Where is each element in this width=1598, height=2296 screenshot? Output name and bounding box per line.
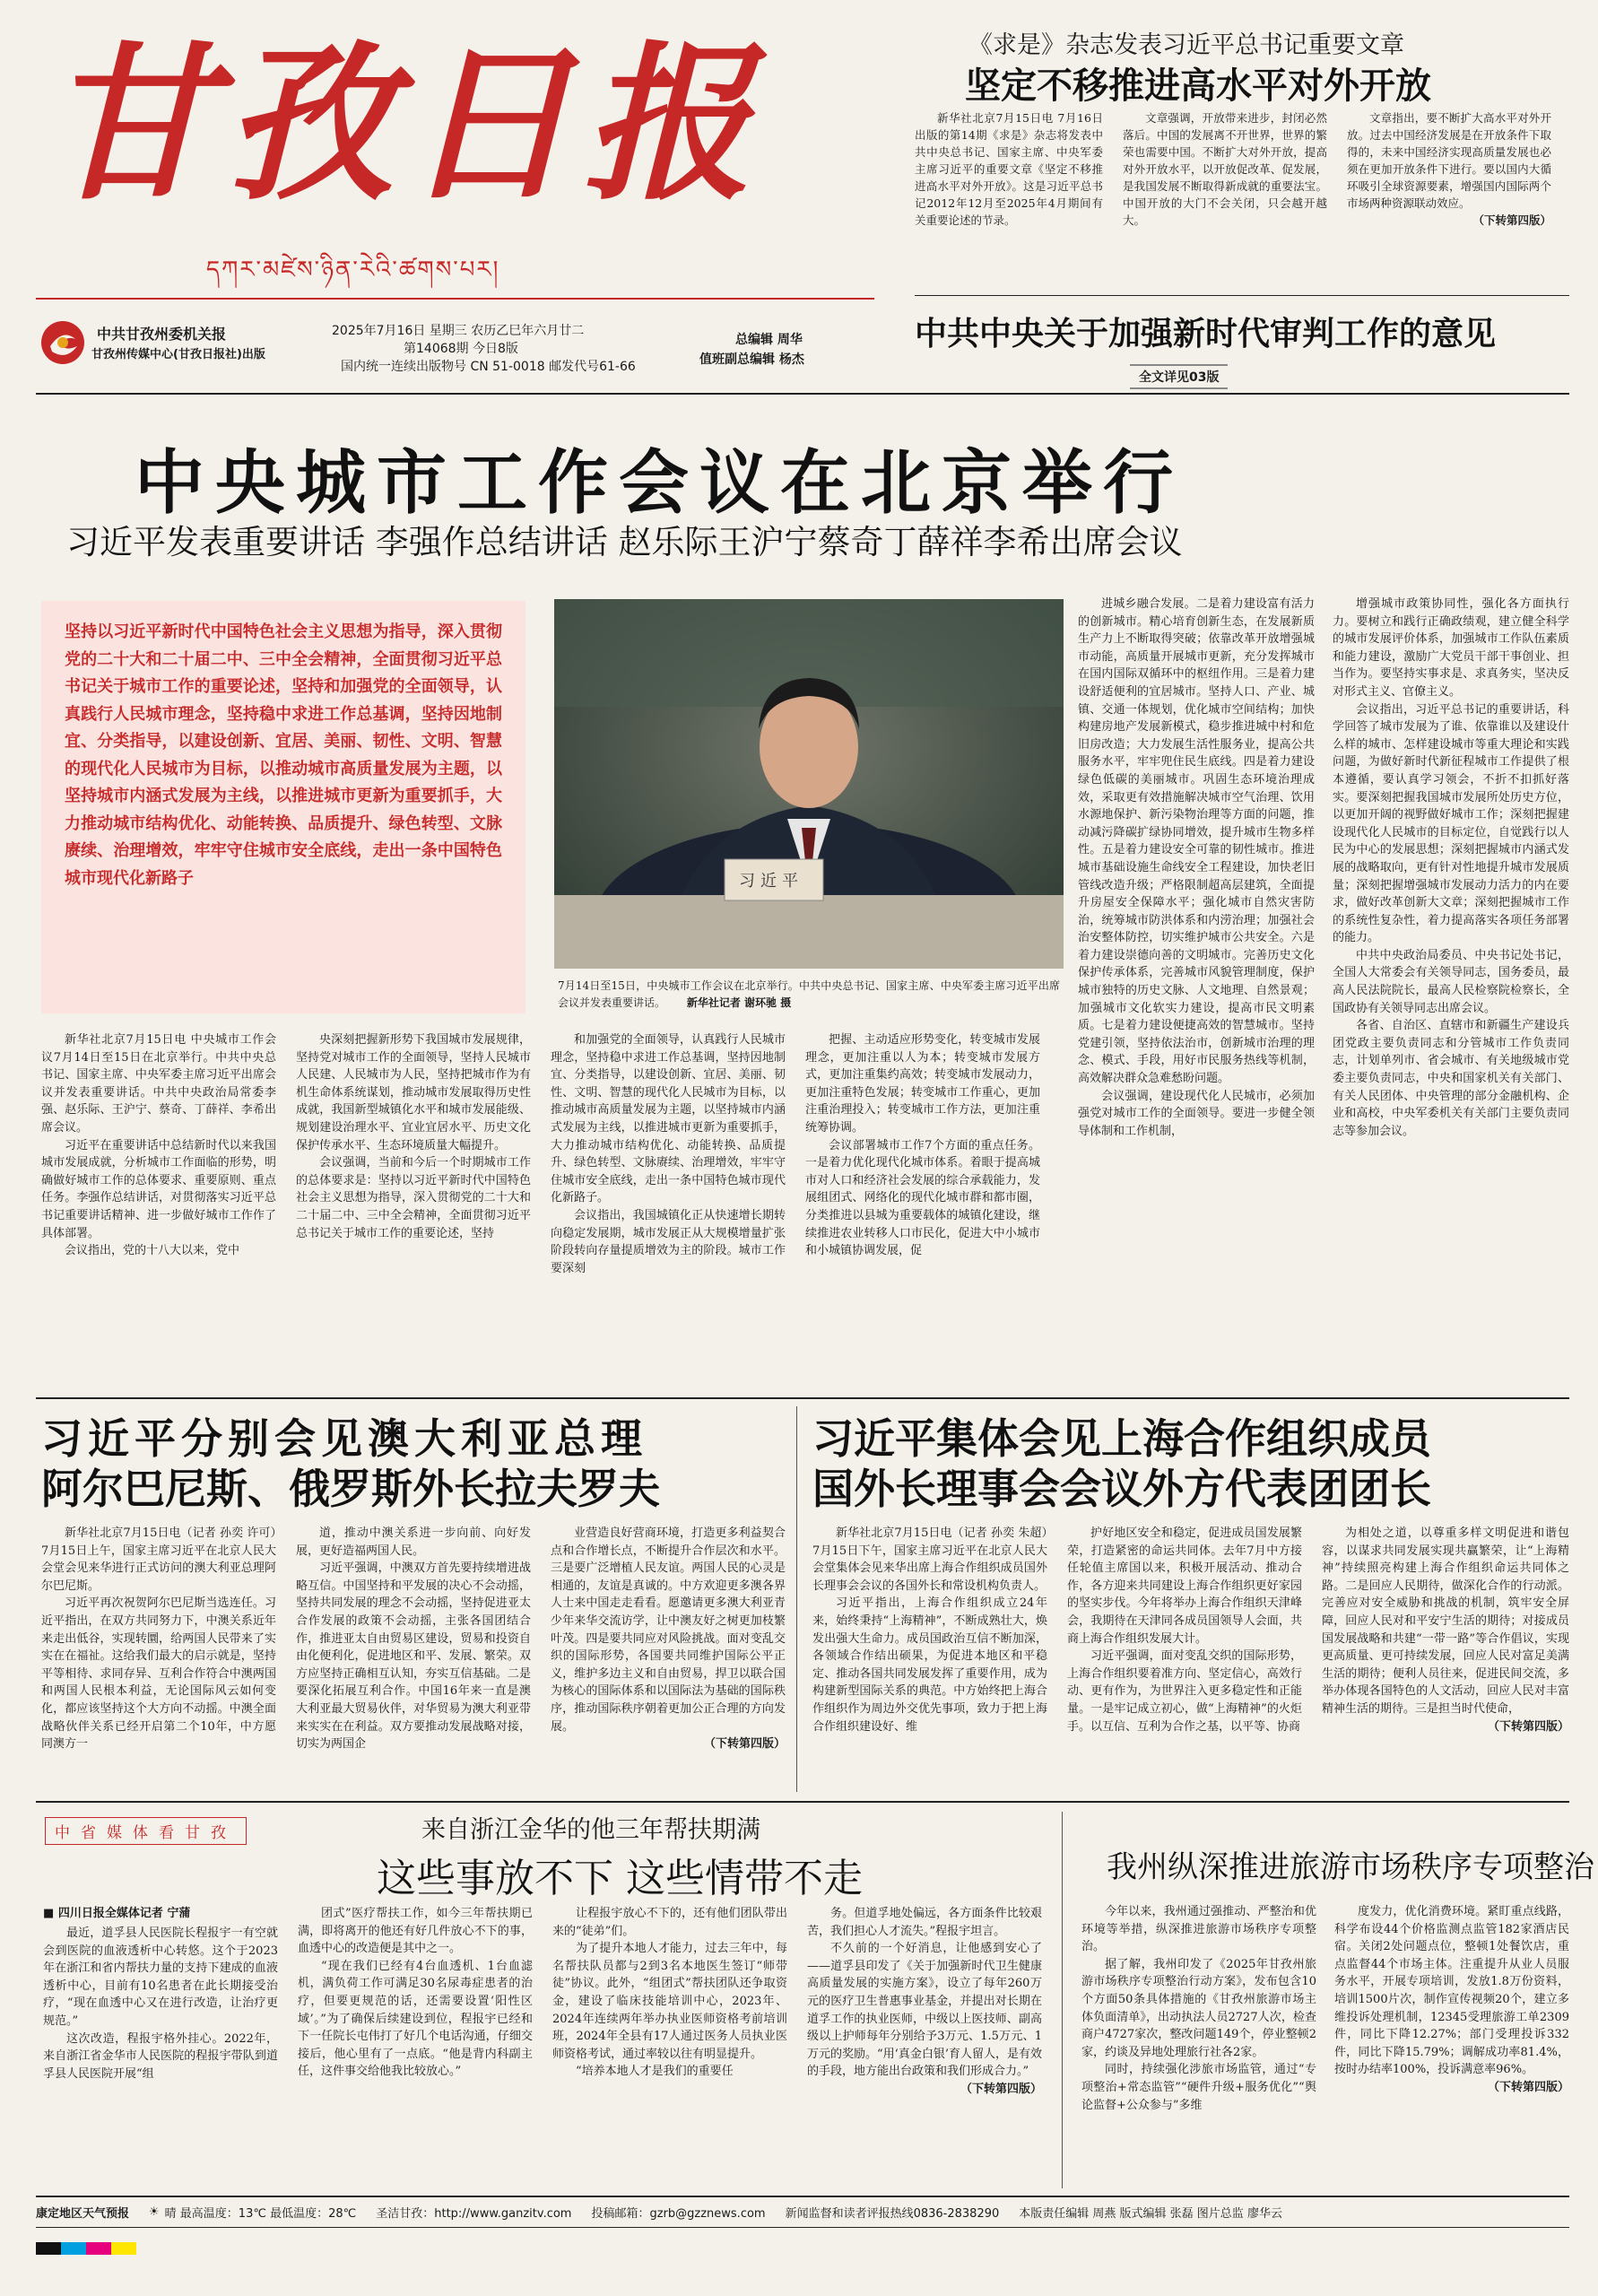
- lead-photo-caption: [558, 978, 1060, 1012]
- bottom-right-col2: 度发力，优化消费环境。紧盯重点线路，科学布设44个价格监测点监管182家酒店民宿。关闭2处问题点位，整顿1处餐饮店，重点监督44个市场主体。注重提升从业人员服务水平，开展专项培训，发放1.8万份资料，培训1500片次，制作宣传视频20个，建立多维投诉处理机制，12345受理旅游工单2309件，同比下降12.27%；部门受理投诉332件，同比下降15.79%；调解成功率81.4%，按时办结率100%，投诉满意率96%。 （下转第四版）: [1334, 1905, 1569, 2094]
- top-right-col2: 文章强调，开放带来进步，封闭必然落后。中国的发展离不开世界，世界的繁荣也需要中国。不断扩大对外开放，提高对外开放水平，以开放促改革、促发展，是我国发展不断取得新成就的重要法宝。中国开放的大门不会关闭，只会越开越大。: [1123, 111, 1327, 227]
- masthead-bottom-rule: [36, 393, 1569, 395]
- footer-hotline: 新闻监督和读者评报热线0836-2838290: [785, 2207, 1000, 2221]
- bottom-right-col1: 今年以来，我州通过强推动、严整治和优环境等举措，纵深推进旅游市场秩序专项整治。 据了解，我州印发了《2025年甘孜州旅游市场秩序专项整治行动方案》，发布包含10个方面50条具体措施的《甘孜州旅游市场主体负面清单》，出动执法人员2727人次，检查商户4727家次，整改问题149个，停业整顿2家，约谈及异地处理旅行社各2家。 同时，持续强化涉旅市场监管，通过“专项整治+常态监管”“硬件升级+服务优化”“舆论监督+公众参与”多维: [1081, 1905, 1316, 2112]
- bottom-left-col4: 务。但道孚地处偏远，各方面条件比较艰苦，我们担心人才流失。”程报宇坦言。 不久前的一个好消息，让他感到安心了——道孚县印发了《关于加强新时代卫生健康高质量发展的实施方案》，设立了每年260万元的医疗卫生普惠事业基金，并提出对长期在道孚工作的执业医师，中级以上医技师、副高级以上护师每年分别给予3万元、1.5万元、1万元的奖励。“用‘真金白银’育人留人，是有效的手段，地方能出台政策和我们形成合力。” （下转第四版）: [807, 1907, 1042, 2096]
- top-right-col3: 文章指出，要不断扩大高水平对外开放。过去中国经济发展是在开放条件下取得的，未来中国经济实现高质量发展也必须在更加开放条件下进行。要以国内大循环吸引全球资源要素，增强国内国际两个市场两种资源联动效应。 （下转第四版）: [1347, 111, 1551, 227]
- photo-credit: 新华社记者 谢环驰 摄: [686, 996, 792, 1009]
- date-line: 2025年7月16日 星期三 农历乙巳年六月廿二: [332, 324, 585, 338]
- story3-col1: 新华社北京7月15日电（记者 孙奕 朱超）7月15日下午，国家主席习近平在北京人民大会堂集体会见来华出席上海合作组织成员国外长理事会会议的各国外长和常设机构负责人。 习近平指出，上海合作组织成立24年来，始终秉持“上海精神”，不断成熟壮大，焕发出强大生命力。成员国政治互信不断加深，各领域合作结出硕果，为促进本地区和平稳定、推动各国共同发展发挥了重要作用，成为构建新型国际关系的典范。中方始终把上海合作组织作为周边外交优先事项，致力于把上海合作组织建设好、维: [812, 1526, 1047, 1734]
- top-right-kicker: 《求是》杂志发表习近平总书记重要文章: [968, 31, 1404, 59]
- editor-line2: 值班副总编辑 杨杰: [699, 352, 804, 367]
- lead-col-b: 央深刻把握新形势下我国城市发展规律，坚持党对城市工作的全面领导，坚持人民城市人民建、人民城市为人民，坚持把城市作为有机生命体系统谋划，推动城市发展取得历史性成就，我国新型城镇化水平和城市发展能级、规划建设治理水平、宜业宜居水平、历史文化保护传承水平、生态环境质量大幅提升。 会议强调，当前和今后一个时期城市工作的总体要求是：坚持以习近平新时代中国特色社会主义思想为指导，深入贯彻党的二十大和二十届二中、三中全会精神，全面贯彻习近平总书记关于城市工作的重要论述，坚持: [296, 1033, 531, 1240]
- lead-summary-text: 坚持以习近平新时代中国特色社会主义思想为指导，深入贯彻党的二十大和二十届二中、三中全会精神，全面贯彻习近平总书记关于城市工作的重要论述，坚持和加强党的全面领导，认真践行人民城市理念，坚持稳中求进工作总基调，坚持因地制宜、分类指导，以建设创新、宜居、美丽、韧性、文明、智慧的现代化人民城市为目标，以推动城市高质量发展为主题，以坚持城市内涵式发展为主线，以推进城市更新为重要抓手，大力推动城市结构优化、动能转换、品质提升、绿色转型、文脉赓续、治理增效，牢牢守住城市安全底线，走出一条中国特色城市现代化新路子: [65, 622, 502, 888]
- story2-col2: 道，推动中澳关系进一步向前、向好发展，更好造福两国人民。 习近平强调，中澳双方首先要持续增进战略互信。中国坚持和平发展的决心不会动摇，坚持共同发展的理念不会动摇，坚持促进亚太合作发展的政策不会动摇，主张各国团结合作，推进亚太自由贸易区建设，贸易和投资自由化便利化，促进地区和平、发展、繁荣。双方应坚持正确相互认知，夯实互信基础。二是要深化拓展互利合作。中国16年来一直是澳大利亚最大贸易伙伴，对华贸易为澳大利亚带来实实在在利益。双方要推动发展战略对接，切实为两国企: [296, 1526, 531, 1752]
- bottom-left-headline[interactable]: 这些事放不下 这些情带不走: [377, 1856, 863, 1901]
- bottom-left-col1: 最近，道孚县人民医院长程报宇一有空就会到医院的血液透析中心转悠。这个于2023年在浙江和省内帮扶力量的支持下建成的血液透析中心，目前有10名患者在此长期接受治疗，“现在血透中心又在进行改造，让治疗更规范。” 这次改造，程报宇格外挂心。2022年，来自浙江省金华市人民医院的程报宇带队到道孚县人民医院开展“组: [43, 1926, 278, 2081]
- lead-col-d: 把握、主动适应形势变化，转变城市发展理念，更加注重以人为本；转变城市发展方式，更加注重集约高效；转变城市发展动力，更加注重特色发展；转变城市工作重心，更加注重治理投入；转变城市工作方法，更加注重统筹协调。 会议部署城市工作7个方面的重点任务。一是着力优化现代化城市体系。着眼于提高城市对人口和经济社会发展的综合承载能力，发展组团式、网络化的现代化城市群和都市圈，分类推进以县城为重要载体的城镇化建设，继续推进农业转移人口市民化，促进大中小城市和小城镇协调发展，促: [805, 1033, 1040, 1258]
- bottom-left-kicker: 来自浙江金华的他三年帮扶期满: [421, 1816, 760, 1844]
- footer-bar: [36, 2196, 1569, 2228]
- bottom-left-byline: ■ 四川日报全媒体记者 宁蒲: [43, 1907, 191, 1920]
- second-headline-note[interactable]: 全文详见03版: [1130, 364, 1228, 389]
- footer-credits: 本版责任编辑 周燕 版式编辑 张磊 图片总监 廖华云: [1019, 2207, 1282, 2221]
- story3-headline-line1[interactable]: 习近平集体会见上海合作组织成员: [812, 1414, 1431, 1463]
- footer-website[interactable]: 圣洁甘孜：http://www.ganzitv.com: [376, 2207, 572, 2221]
- byline-square-icon: ■: [43, 1907, 55, 1920]
- bottom-left-col3: 让程报宇放心不下的，还有他们团队带出来的“徒弟”们。 为了提升本地人才能力，过去三年中，每名帮扶队员都与2到3名本地医生签订“师带徒”协议。此外，“组团式”帮扶团队还争取资金，建设了临床技能培训中心，2023年、2024年连续两年举办执业医师资格考前培训班，2024年全县有17人通过医务人员执业医师资格考试，通过率较以往有明显提升。 “培养本地人才是我们的重要任: [552, 1907, 787, 2079]
- editor-line1: 总编辑 周华: [735, 333, 803, 347]
- lead-subheadline: 习近平发表重要讲话 李强作总结讲话 赵乐际王沪宁蔡奇丁薛祥李希出席会议: [66, 523, 1183, 561]
- masthead: [36, 22, 874, 387]
- publisher-line1: 中共甘孜州委机关报: [97, 326, 227, 343]
- story3-col2: 护好地区安全和稳定，促进成员国发展繁荣，打造紧密的命运共同体。去年7月中方接任轮值主席国以来，积极开展活动、推动合作，各方迎来共同建设上海合作组织更好家园的坚实步伐。今年将举办上海合作组织天津峰会，我期待在天津同各成员国领导人会面，共商上海合作组织发展大计。 习近平强调，面对变乱交织的国际形势，上海合作组织要着准方向、坚定信心，高效行动、更有作为，为世界注入更多稳定性和正能量。一是牢记成立初心，做“上海精神”的火炬手。以互信、互利为合作之基，以平等、协商: [1067, 1526, 1302, 1734]
- masthead-divider: [36, 298, 874, 300]
- photo-nameplate: 习近平: [739, 872, 803, 891]
- lead-photo: [554, 599, 1064, 969]
- story2-col1: 新华社北京7月15日电（记者 孙奕 许可）7月15日上午，国家主席习近平在北京人民大会堂会见来华进行正式访问的澳大利亚总理阿尔巴尼斯。 习近平再次祝贺阿尔巴尼斯当选连任。习近平指出，在双方共同努力下，中澳关系近年来走出低谷，实现转圜，给两国人民带来了实实在在福祉。这给我们最大的启示就是，坚持平等相待、求同存异、互利合作符合中澳两国和两国人民根本利益，无论国际风云如何变化，都应该坚持这个大方向不动摇。中澳全面战略伙伴关系已经开启第二个10年，中方愿同澳方一: [41, 1526, 276, 1752]
- color-registration-marks: [36, 2242, 136, 2255]
- story3-headline-line2[interactable]: 国外长理事会会议外方代表团团长: [812, 1465, 1431, 1513]
- masthead-title: 甘孜日报: [45, 25, 762, 223]
- story2-col3: 业营造良好营商环境，打造更多利益契合点和合作增长点，不断提升合作层次和水平。三是要广泛增植人民友谊。两国人民的心灵是相通的，友谊是真诚的。中方欢迎更多澳各界人士来中国走走看看。愿邀请更多澳大利亚青少年来华交流访学，让中澳友好之树更加枝繁叶茂。四是要共同应对风险挑战。面对变乱交织的国际形势，各国要共同维护国际公平正义，维护多边主义和自由贸易，捍卫以联合国为核心的国际体系和以国际法为基础的国际秩序，推动国际秩序朝着更加公正合理的方向发展。 （下转第四版）: [551, 1526, 786, 1752]
- bottom-divider: [1062, 1812, 1063, 2188]
- weather-text: 晴 最高温度：13℃ 最低温度：28℃: [164, 2207, 357, 2221]
- story3-col3: 为相处之道，以尊重多样文明促进和谐包容，以谋求共同发展实现共赢繁荣，让“上海精神”持续照亮构建上海合作组织命运共同体之路。二是回应人民期待，做深化合作的行动派。完善应对安全威胁和挑战的机制，筑牢安全屏障，回应人民对和平安宁生活的期待；对接成员国发展战略和共建“一带一路”等合作倡议，实现更高质量、更可持续发展，回应人民对富足美满生活的期待；便利人员往来，促进民间交流，多举办体现各国特色的人文活动，回应人民对丰富精神生活的期待。三是担当时代使命， （下转第四版）: [1322, 1526, 1569, 1734]
- xi-photo-image: [554, 599, 1064, 969]
- lead-summary-box: [41, 601, 525, 1013]
- footer-email[interactable]: 投稿邮箱：gzrb@gzznews.com: [591, 2207, 766, 2221]
- section-label[interactable]: 中省媒体看甘孜: [45, 1817, 247, 1845]
- top-right-feature: [915, 22, 1569, 391]
- bottom-left-col2: 团式”医疗帮扶工作，如今三年帮扶期已满，即将离开的他还有好几件放心不下的事，血透中心的改造便是其中之一。 “现在我们已经有4台血透机、1台血滤机，满负荷工作可满足30名尿毒症患者的治疗，但要更规范的话，还需要设置‘阳性区域’。”为了确保后续建设到位，程报宇已经和下一任院长屯伟打了好几个电话沟通，仔细交接后，他心里有了一点底。“他是背内科副主任，这件事交给他我比较放心。”: [298, 1907, 533, 2079]
- masthead-tibetan-title: དཀར་མཛེས་ཉིན་རེའི་ཚགས་པར།: [206, 257, 500, 283]
- publisher-line2: 甘孜州传媒中心(甘孜日报社)出版: [91, 348, 265, 361]
- lead-bottom-rule: [36, 1397, 1569, 1399]
- code-line: 国内统一连续出版物号 CN 51-0018 邮发代号61-66: [341, 360, 636, 374]
- top-right-divider: [915, 295, 1569, 296]
- middle-bottom-rule: [36, 1801, 1569, 1803]
- story2-headline-line1[interactable]: 习近平分别会见澳大利亚总理: [41, 1414, 647, 1463]
- lead-headline[interactable]: 中央城市工作会议在北京举行: [135, 443, 1185, 524]
- story2-headline-line2[interactable]: 阿尔巴尼斯、俄罗斯外长拉夫罗夫: [41, 1465, 660, 1513]
- lead-col-f: 增强城市政策协同性，强化各方面执行力。要树立和践行正确政绩观，建立健全科学的城市发展评价体系，加强城市工作队伍素质和能力建设，激励广大党员干部干事创业、担当作为。要坚持实事求是、求真务实，坚决反对形式主义、官僚主义。 会议指出，习近平总书记的重要讲话，科学回答了城市发展为了谁、依靠谁以及建设什么样的城市、怎样建设城市等重大理论和实践问题，为做好新时代新征程城市工作提供了根本遵循，要认真学习领会，不折不扣抓好落实。要深刻把握我国城市发展所处历史方位，以更加开阔的视野做好城市工作；深刻把握建设现代化人民城市的目标定位，自觉践行以人民为中心的发展思想；深刻把握城市内涵式发展的战略取向，更有针对性地提升城市发展质量；深刻把握增强城市发展动力活力的内在要求，做好改革创新大文章；深刻把握城市工作的系统性复杂性，着力提高落实各项任务部署的能力。 中共中央政治局委员、中央书记处书记，全国人大常委会有关领导同志，国务委员，最高人民法院院长，最高人民检察院检察长，全国政协有关领导同志出席会议。 各省、自治区、直辖市和新疆生产建设兵团党政主要负责同志和分管城市工作负责同志，计划单列市、省会城市、有关地级城市党委主要负责同志，中央和国家机关有关部门、有关人民团体、中央管理的部分金融机构、企业和高校，中央军委机关有关部门主要负责同志等参加会议。: [1333, 597, 1569, 1138]
- lead-col-e: 进城乡融合发展。二是着力建设富有活力的创新城市。精心培育创新生态，在发展新质生产力上不断取得突破；依靠改革开放增强城市动能，高质量开展城市更新，充分发挥城市在国内国际双循环中的枢纽作用。三是着力建设舒适便利的宜居城市。坚持人口、产业、城镇、交通一体规划，优化城市空间结构；加快构建房地产发展新模式，稳步推进城中村和危旧房改造；大力发展生活性服务业，提高公共服务水平，牢牢兜住民生底线。四是着力建设绿色低碳的美丽城市。巩固生态环境治理成效，采取更有效措施解决城市空气治理、饮用水源地保护、新污染物治理等方面的问题，推动减污降碳扩绿协同增效，提升城市生物多样性。五是着力建设安全可靠的韧性城市。推进城市基础设施生命线安全工程建设，加快老旧管线改造升级；严格限制超高层建筑，全面提升房屋安全保障水平；强化城市自然灾害防治，统筹城市防洪体系和内涝治理；加强社会治安整体防控，切实维护城市公共安全。六是着力建设崇德向善的文明城市。完善历史文化保护传承体系，完善城市风貌管理制度，保护城市独特的历史文脉、人文地理、自然景观；加强城市文化软实力建设，提高市民文明素质。七是着力建设便捷高效的智慧城市。坚持党建引领，坚持依法治市，创新城市治理的理念、模式、手段，用好市民服务热线等机制，高效解决群众急难愁盼问题。 会议强调，建设现代化人民城市，必须加强党对城市工作的全面领导。要进一步健全领导体制和工作机制，: [1078, 597, 1315, 1138]
- lead-col-c: 和加强党的全面领导，认真践行人民城市理念，坚持稳中求进工作总基调，坚持因地制宜、分类指导，以建设创新、宜居、美丽、韧性、文明、智慧的现代化人民城市为目标，以推动城市高质量发展为主题，以坚持城市内涵式发展为主线，以推进城市更新为重要抓手，大力推动城市结构优化、动能转换、品质提升、绿色转型、文脉赓续、治理增效，牢牢守住城市安全底线，走出一条中国特色城市现代化新路子。 会议指出，我国城镇化正从快速增长期转向稳定发展期，城市发展正从大规模增量扩张阶段转向存量提质增效为主的阶段。城市工作要深刻: [551, 1033, 786, 1275]
- publisher-logo-icon: [39, 319, 86, 366]
- weather-sun-icon: ☀: [149, 2205, 160, 2219]
- bottom-right-headline[interactable]: 我州纵深推进旅游市场秩序专项整治: [1107, 1849, 1594, 1885]
- story-divider: [796, 1406, 797, 1792]
- issue-line: 第14068期 今日8版: [404, 342, 518, 356]
- weather-label: 康定地区天气预报: [36, 2207, 130, 2221]
- photo-caption-text: 7月14日至15日，中央城市工作会议在北京举行。中共中央总书记、国家主席、中央军委主席习近平出席会议并发表重要讲话。: [558, 979, 1060, 1009]
- second-headline[interactable]: 中共中央关于加强新时代审判工作的意见: [915, 316, 1497, 352]
- lead-col-a: 新华社北京7月15日电 中央城市工作会议7月14日至15日在北京举行。中共中央总书记、国家主席、中央军委主席习近平出席会议并发表重要讲话。中共中央政治局常委李强、赵乐际、王沪宁、蔡奇、丁薛祥、李希出席会议。 习近平在重要讲话中总结新时代以来我国城市发展成就，分析城市工作面临的形势，明确做好城市工作的总体要求、重要原则、重点任务。李强作总结讲话，对贯彻落实习近平总书记重要讲话精神、进一步做好城市工作作了具体部署。 会议指出，党的十八大以来，党中: [41, 1033, 276, 1258]
- top-right-col1: 新华社北京7月15日电 7月16日出版的第14期《求是》杂志将发表中共中央总书记、国家主席、中央军委主席习近平的重要文章《坚定不移推进高水平对外开放》。这是习近平总书记2012年12月至2025年4月期间有关重要论述的节录。: [915, 111, 1103, 227]
- top-right-headline[interactable]: 坚定不移推进高水平对外开放: [965, 65, 1431, 107]
